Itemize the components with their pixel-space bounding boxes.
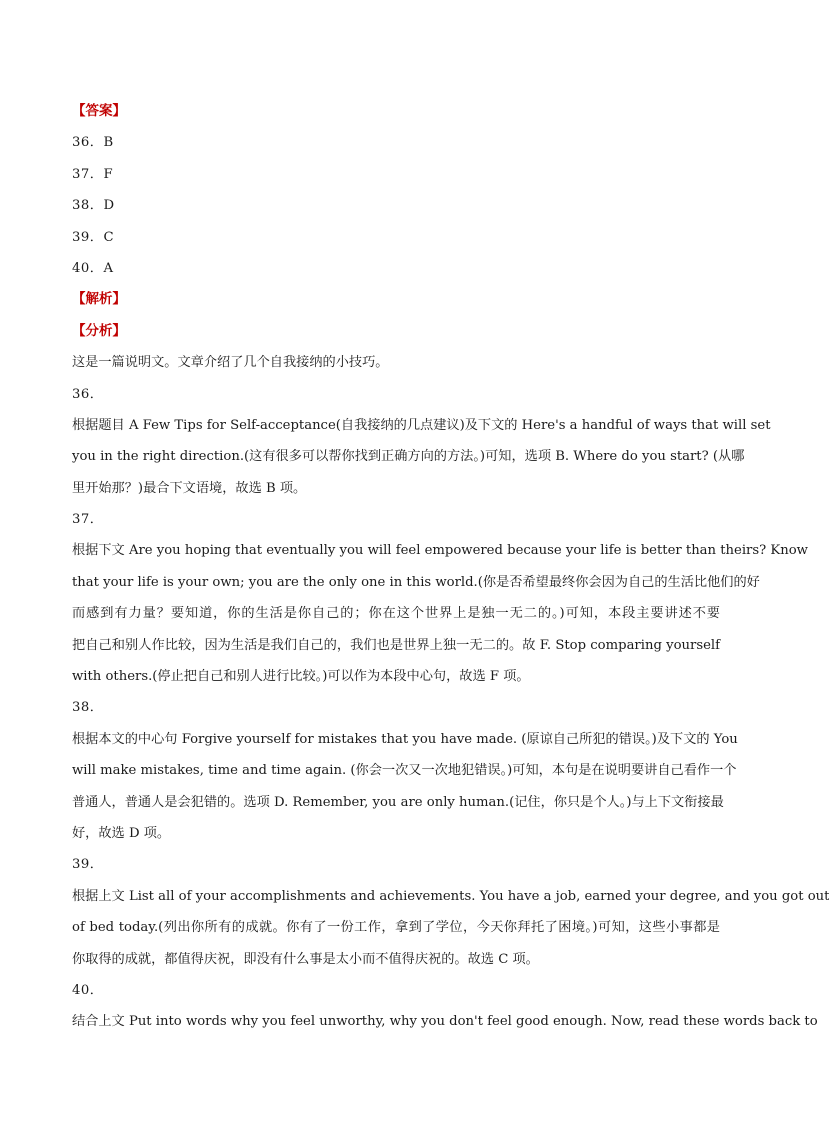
- item-36-line-2: you in the right direction.(这有很多可以帮你找到正确方向的方法。)可知，选项 B. Where do you start? (从哪: [72, 449, 745, 465]
- answer-38: 38．D: [72, 198, 115, 214]
- item-38-line-1: 根据本文的中心句 Forgive yourself for mistakes that you have made. (原谅自己所犯的错误。)及下文的 You: [72, 731, 738, 747]
- item-36-line-3: 里开始那？)最合下文语境，故选 B 项。: [72, 480, 307, 496]
- item-number-39: 39．: [72, 857, 104, 873]
- item-37-line-4: 把自己和别人作比较，因为生活是我们自己的，我们也是世界上独一无二的。故 F. Stop comparing yourself: [72, 637, 720, 653]
- answer-36: 36．B: [72, 135, 114, 151]
- item-36-line-1: 根据题目 A Few Tips for Self-acceptance(自我接纳的几点建议)及下文的 Here's a handful of ways that will set: [72, 417, 771, 433]
- answer-39: 39．C: [72, 229, 115, 245]
- item-39-line-3: 你取得的成就，都值得庆祝，即没有什么事是太小而不值得庆祝的。故选 C 项。: [72, 951, 539, 967]
- fenxi-heading: 【分析】: [72, 322, 126, 339]
- item-number-37: 37．: [72, 512, 104, 528]
- summary-text: 这是一篇说明文。文章介绍了几个自我接纳的小技巧。: [72, 355, 389, 371]
- answer-heading: 【答案】: [72, 103, 126, 119]
- item-number-40: 40．: [72, 982, 104, 998]
- answer-37: 37．F: [72, 166, 114, 182]
- item-38-line-3: 普通人，普通人是会犯错的。选项 D. Remember, you are only human.(记住，你只是个人。)与上下文衔接最: [72, 794, 724, 810]
- answer-40: 40．A: [72, 260, 114, 276]
- item-40-line-1: 结合上文 Put into words why you feel unworthy, why you don't feel good enough. Now, read these words back to: [72, 1014, 818, 1030]
- item-number-36: 36．: [72, 386, 104, 402]
- item-39-line-1: 根据上文 List all of your accomplishments and achievements. You have a job, earned your degree, and you got out: [72, 888, 829, 904]
- item-number-38: 38．: [72, 700, 104, 716]
- item-37-line-5: with others.(停止把自己和别人进行比较。)可以作为本段中心句，故选 F 项。: [72, 669, 530, 685]
- analysis-heading: 【解析】: [72, 291, 126, 308]
- item-38-line-2: will make mistakes, time and time again. (你会一次又一次地犯错误。)可知，本句是在说明要讲自己看作一个: [72, 763, 737, 779]
- item-37-line-1: 根据下文 Are you hoping that eventually you will feel empowered because your life is better than theirs? Know: [72, 543, 808, 559]
- item-38-line-4: 好，故选 D 项。: [72, 825, 171, 841]
- item-37-line-3: 而感到有力量？要知道，你的生活是你自己的；你在这个世界上是独一无二的。)可知，本段主要讲述不要: [72, 606, 720, 622]
- document-page: [72, 96, 829, 1038]
- item-39-line-2: of bed today.(列出你所有的成就。你有了一份工作，拿到了学位，今天你拜托了困境。)可知，这些小事都是: [72, 920, 720, 936]
- item-37-line-2: that your life is your own; you are the only one in this world.(你是否希望最终你会因为自己的生活比他们的好: [72, 574, 760, 590]
